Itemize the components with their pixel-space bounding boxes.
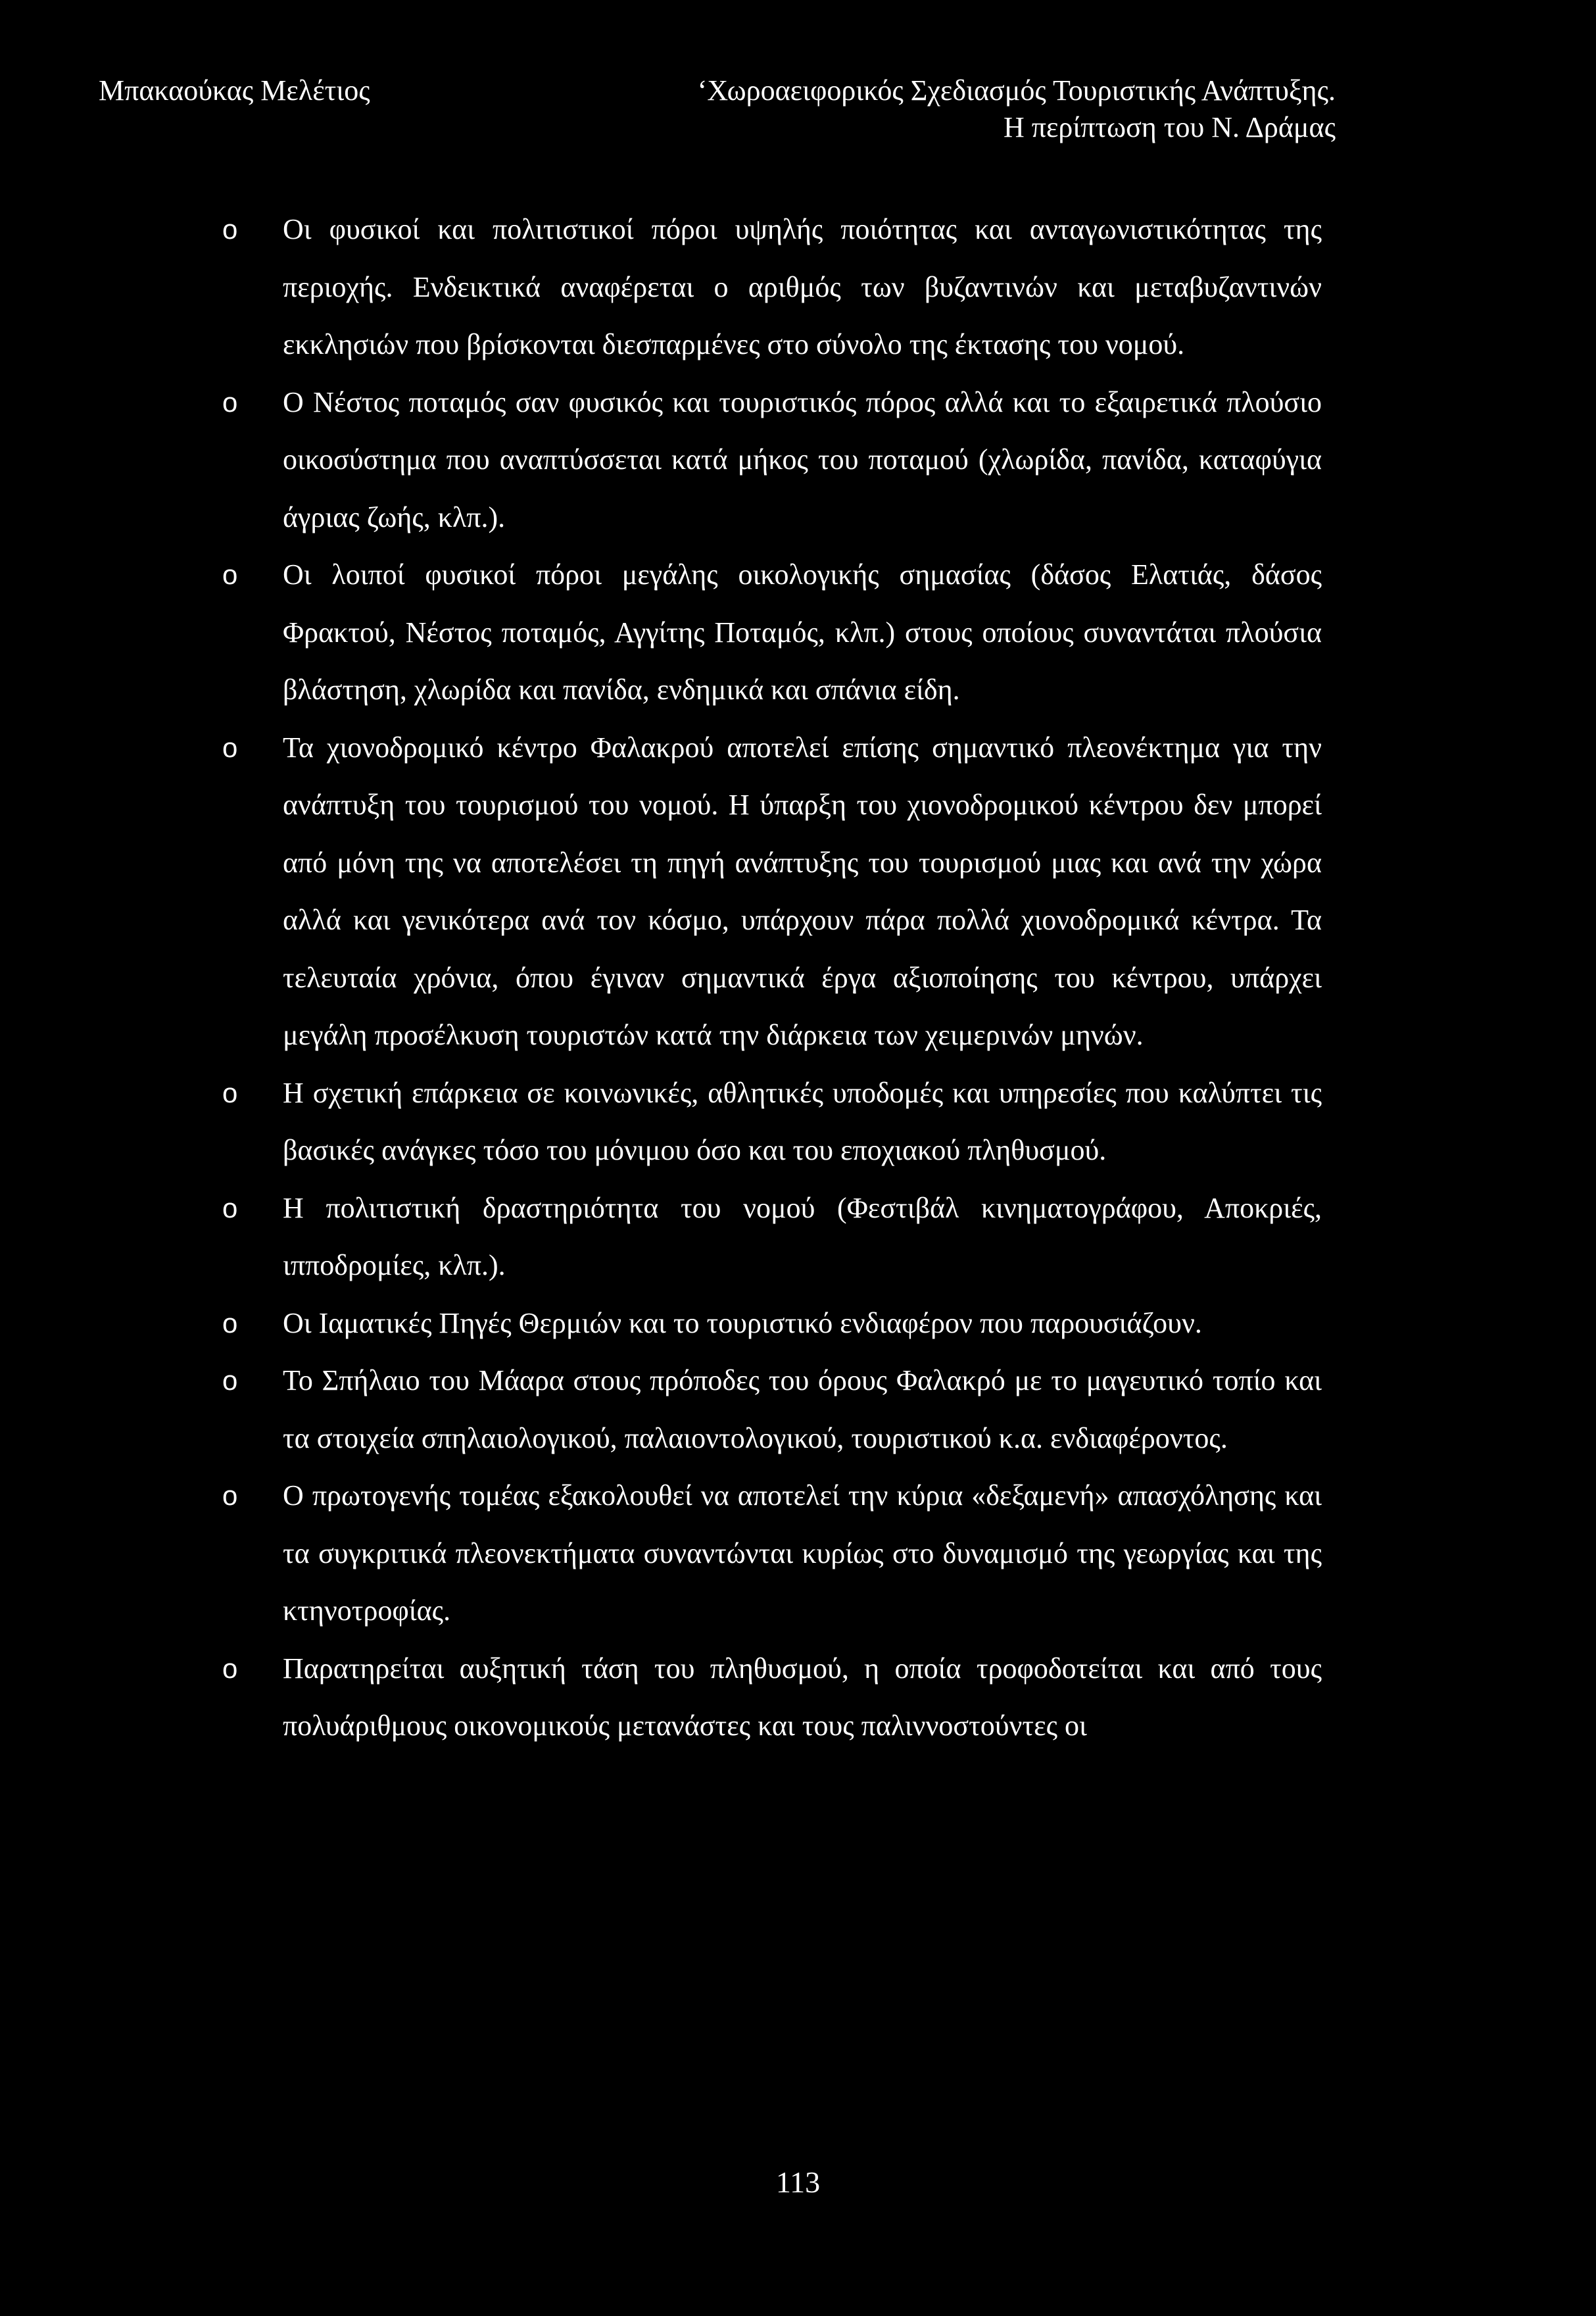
list-item-text: Η πολιτιστική δραστηριότητα του νομού (Φεστιβάλ κινηματογράφου, Αποκριές, ιπποδρομίες, κλπ.). [283, 1191, 1322, 1281]
list-item-text: Ο Νέστος ποταμός σαν φυσικός και τουριστικός πόρος αλλά και το εξαιρετικά πλούσιο οικοσύστημα που αναπτύσσεται κατά μήκος του ποταμού (χλωρίδα, πανίδα, καταφύγια άγριας ζωής, κλπ.). [283, 385, 1322, 533]
list-item-text: Οι Ιαματικές Πηγές Θερμιών και το τουριστικό ενδιαφέρον που παρουσιάζουν. [283, 1306, 1202, 1339]
bullet-marker: o [222, 1652, 238, 1684]
list-item-text: Τα χιονοδρομικό κέντρο Φαλακρού αποτελεί επίσης σημαντικό πλεονέκτημα για την ανάπτυξη του τουρισμού του νομού. Η ύπαρξη του χιονοδρομικού κέντρου δεν μπορεί από μόνη της να αποτελέσει τη πηγή ανάπτυξης του τουρισμού μιας και ανά την χώρα αλλά και γενικότερα ανά τον κόσμο, υπάρχουν πάρα πολλά χιονοδρομικά κέντρα. Τα τελευταία χρόνια, όπου έγιναν σημαντικά έργα αξιοποίησης του κέντρου, υπάρχει μεγάλη προσέλκυση τουριστών κατά την διάρκεια των χειμερινών μηνών. [283, 731, 1322, 1051]
list-item [222, 1640, 1322, 1755]
list-item [222, 1294, 1322, 1352]
list-item-text: Παρατηρείται αυξητική τάση του πληθυσμού, η οποία τροφοδοτείται και από τους πολυάριθμους οικονομικούς μετανάστες και τους παλιννοστούντες οι [283, 1652, 1322, 1742]
bullet-marker: o [222, 214, 238, 245]
list-item-text: Η σχετική επάρκεια σε κοινωνικές, αθλητικές υποδομές και υπηρεσίες που καλύπτει τις βασικές ανάγκες τόσο του μόνιμου όσο και του εποχιακού πληθυσμού. [283, 1076, 1322, 1166]
page-number: 113 [775, 2165, 821, 2199]
bullet-marker: o [222, 1077, 238, 1108]
bullet-list [222, 201, 1322, 1755]
bullet-marker: o [222, 731, 238, 763]
bullet-marker: o [222, 1192, 238, 1223]
list-item [222, 1064, 1322, 1179]
bullet-marker: o [222, 1307, 238, 1339]
bullet-marker: o [222, 1365, 238, 1396]
list-item-text: Ο πρωτογενής τομέας εξακολουθεί να αποτελεί την κύρια «δεξαμενή» απασχόλησης και τα συγκριτικά πλεονεκτήματα συναντώνται κυρίως στο δυναμισμό της γεωργίας και της κτηνοτροφίας. [283, 1479, 1322, 1627]
list-item-text: Το Σπήλαιο του Μάαρα στους πρόποδες του όρους Φαλακρό με το μαγευτικό τοπίο και τα στοιχεία σπηλαιολογικού, παλαιοντολογικού, τουριστικού κ.α. ενδιαφέροντος. [283, 1364, 1322, 1454]
list-item [222, 719, 1322, 1064]
list-item [222, 1179, 1322, 1294]
list-item-text: Οι λοιποί φυσικοί πόροι μεγάλης οικολογικής σημασίας (δάσος Ελατιάς, δάσος Φρακτού, Νέστος ποταμός, Αγγίτης Ποταμός, κλπ.) στους οποίους συναντάται πλούσια βλάστηση, χλωρίδα και πανίδα, ενδημικά και σπάνια είδη. [283, 558, 1322, 706]
list-item [222, 1467, 1322, 1640]
list-item [222, 1352, 1322, 1467]
header-title-line-1: ‘Χωροαειφορικός Σχεδιασμός Τουριστικής Ανάπτυξης. [697, 74, 1336, 107]
list-item [222, 374, 1322, 547]
list-item-text: Οι φυσικοί και πολιτιστικοί πόροι υψηλής ποιότητας και ανταγωνιστικότητας της περιοχής. Ενδεικτικά αναφέρεται ο αριθμός των βυζαντινών και μεταβυζαντινών εκκλησιών που βρίσκονται διεσπαρμένες στο σύνολο της έκτασης του νομού. [283, 213, 1322, 360]
header-title [546, 72, 1336, 146]
bullet-marker: o [222, 559, 238, 590]
header-author: Μπακαούκας Μελέτιος [99, 74, 370, 107]
bullet-marker: o [222, 386, 238, 418]
bullet-marker: o [222, 1480, 238, 1511]
list-item [222, 546, 1322, 719]
header-title-line-2: Η περίπτωση του Ν. Δράμας [1003, 111, 1336, 143]
list-item [222, 201, 1322, 374]
